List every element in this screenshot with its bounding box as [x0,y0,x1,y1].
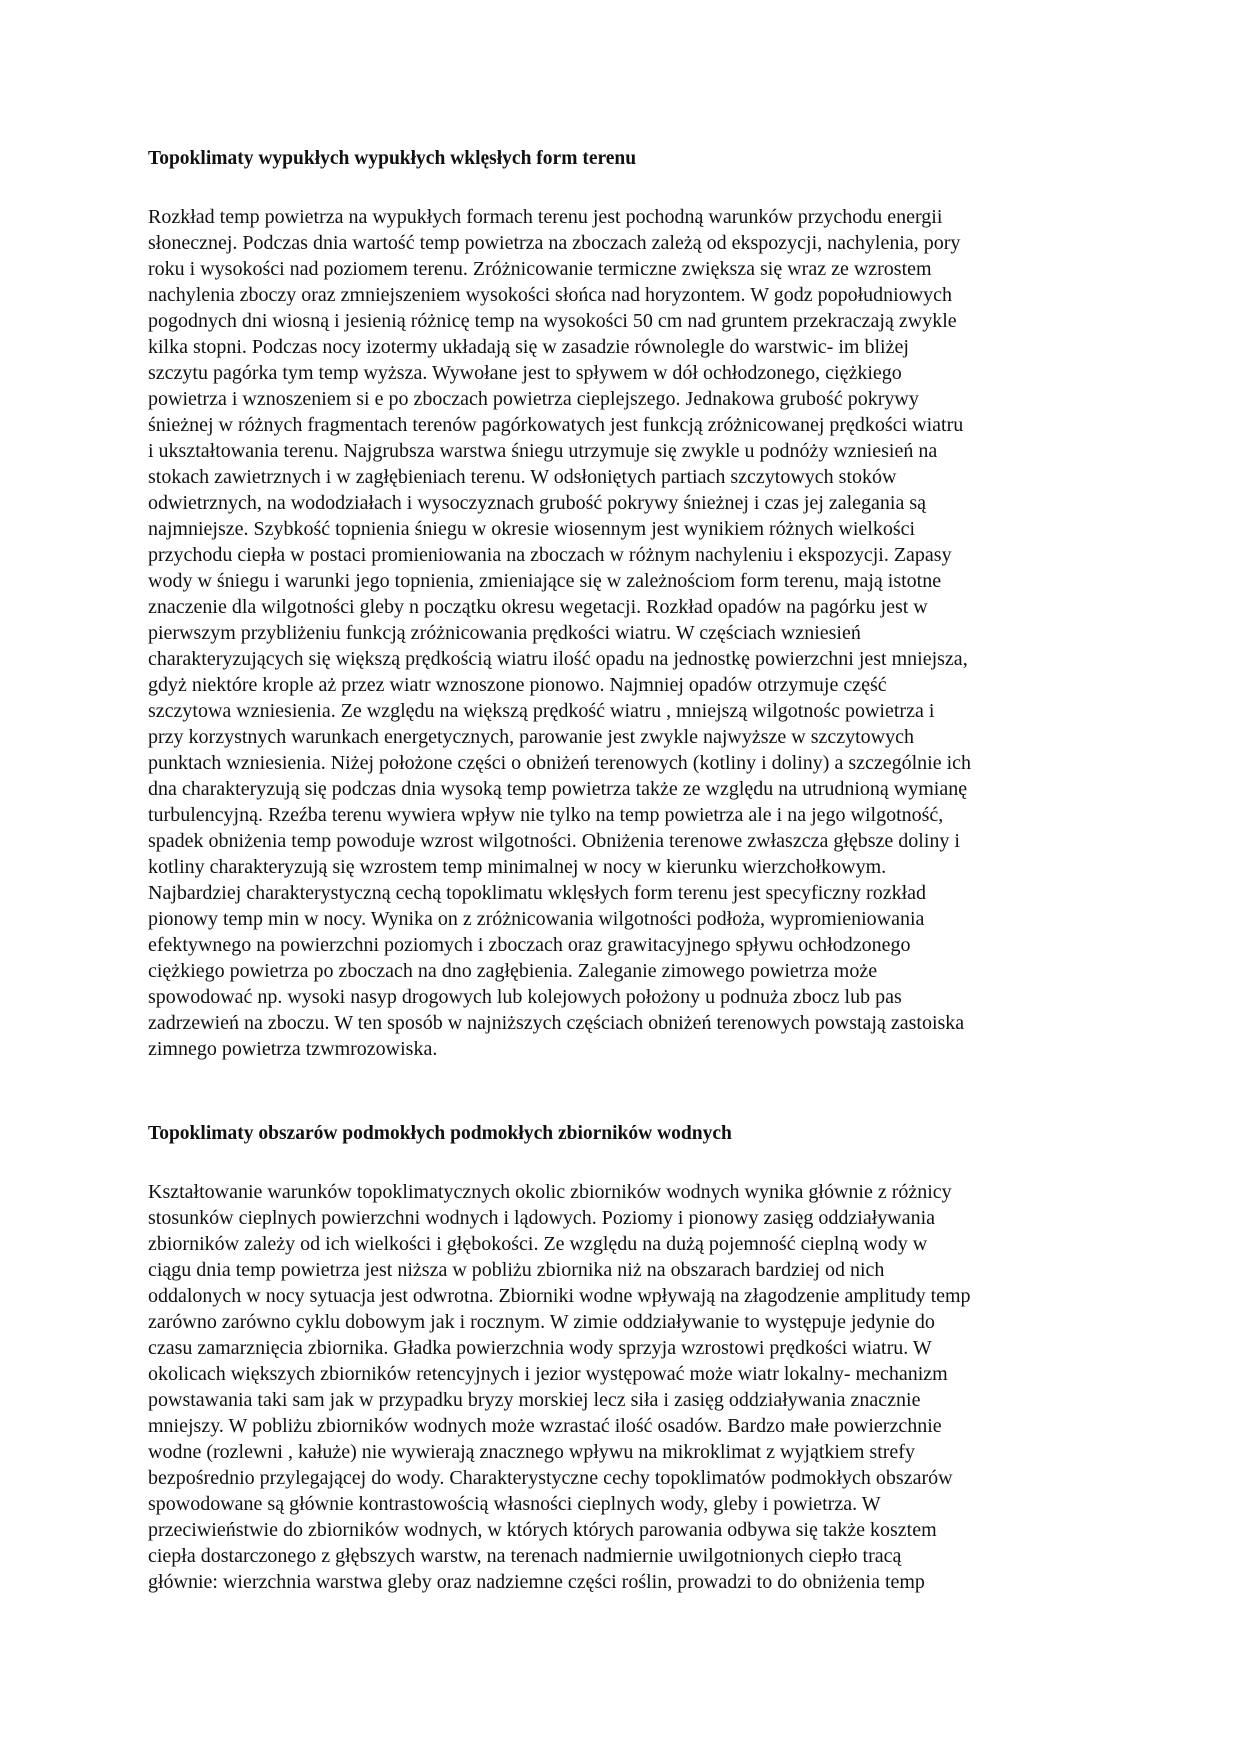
text-line: zbiorników zależy od ich wielkości i głębokości. Ze względu na dużą pojemność cieplną wody w [148,1233,928,1255]
text-line: stokach zawietrznych i w zagłębieniach terenu. W odsłoniętych partiach szczytowych stoków [148,466,897,488]
text-line: ciągu dnia temp powietrza jest niższa w pobliżu zbiornika niż na obszarach bardziej od nich [148,1259,885,1281]
text-line: roku i wysokości nad poziomem terenu. Zróżnicowanie termiczne zwiększa się wraz ze wzrostem [148,258,932,280]
text-line: i ukształtowania terenu. Najgrubsza warstwa śniegu utrzymuje się zwykle u podnóży wzniesień na [148,440,938,462]
text-line: gdyż niektóre krople aż przez wiatr wznoszone pionowo. Najmniej opadów otrzymuje część [148,674,887,696]
text-line: powstawania taki sam jak w przypadku bryzy morskiej lecz siła i zasięg oddziaływania znacznie [148,1389,921,1411]
text-line: zimnego powietrza tzwmrozowiska. [148,1038,438,1060]
text-line: okolicach większych zbiorników retencyjnych i jezior występować może wiatr lokalny- mechanizm [148,1363,948,1385]
text-line: pogodnych dni wiosną i jesienią różnicę temp na wysokości 50 cm nad gruntem przekraczają zwykle [148,310,957,332]
text-line: spowodowane są głównie kontrastowością własności cieplnych wody, gleby i powietrza. W [148,1493,881,1515]
text-line: mniejszy. W pobliżu zbiorników wodnych może wzrastać ilość osadów. Bardzo małe powierzchnie [148,1415,942,1437]
text-line: charakteryzujących się większą prędkością wiatru ilość opadu na jednostkę powierzchni jest mniejsza, [148,648,968,670]
spacer [148,1147,1091,1179]
text-line: pierwszym przybliżeniu funkcją zróżnicowania prędkości wiatru. W częściach wzniesień [148,622,861,644]
text-line: Najbardziej charakterystyczną cechą topoklimatu wklęsłych form terenu jest specyficzny rozkład [148,882,926,904]
text-line: efektywnego na powierzchni poziomych i zboczach oraz grawitacyjnego spływu ochłodzonego [148,934,911,956]
text-line: śnieżnej w różnych fragmentach terenów pagórkowatych jest funkcją zróżnicowanej prędkości wiatru [148,414,964,436]
text-line: przy korzystnych warunkach energetycznych, parowanie jest zwykle najwyższe w szczytowych [148,726,914,748]
section-paragraph-wetlands-water [148,1179,1091,1595]
section-heading-convex-concave: Topoklimaty wypukłych wypukłych wklęsłych form terenu [148,148,637,169]
text-line: przeciwieństwie do zbiorników wodnych, w których których parowania odbywa się także kosztem [148,1519,937,1541]
text-line: przychodu ciepła w postaci promieniowania na zboczach w różnym nachyleniu i ekspozycji. Zapasy [148,544,952,566]
text-line: zarówno zarówno cyklu dobowym jak i rocznym. W zimie oddziaływanie to występuje jedynie do [148,1311,935,1333]
text-line: powietrza i wznoszeniem si e po zboczach powietrza cieplejszego. Jednakowa grubość pokrywy [148,388,919,410]
text-line: Kształtowanie warunków topoklimatycznych okolic zbiorników wodnych wynika głównie z różnicy [148,1181,952,1203]
text-line: znaczenie dla wilgotności gleby n początku okresu wegetacji. Rozkład opadów na pagórku jest w [148,596,928,618]
text-line: czasu zamarznięcia zbiornika. Gładka powierzchnia wody sprzyja wzrostowi prędkości wiatru. W [148,1337,932,1359]
text-line: ciepła dostarczonego z głębszych warstw, na terenach nadmiernie uwilgotnionych ciepło tracą [148,1545,902,1567]
text-line: stosunków cieplnych powierzchni wodnych i lądowych. Poziomy i pionowy zasięg oddziaływania [148,1207,936,1229]
text-line: dna charakteryzują się podczas dnia wysoką temp powietrza także ze względu na utrudnioną wymianę [148,778,968,800]
text-line: szczytowa wzniesienia. Ze względu na większą prędkość wiatru , mniejszą wilgotnośc powietrza i [148,700,935,722]
spacer [148,172,1091,204]
text-line: głównie: wierzchnia warstwa gleby oraz nadziemne części roślin, prowadzi to do obniżenia temp [148,1571,925,1593]
text-line: wody w śniegu i warunki jego topnienia, zmieniające się w zależnościom form terenu, mają istotne [148,570,942,592]
text-line: szczytu pagórka tym temp wyższa. Wywołane jest to spływem w dół ochłodzonego, ciężkiego [148,362,902,384]
text-line: kilka stopni. Podczas nocy izotermy układają się w zasadzie równolegle do warstwic- im bliżej [148,336,909,358]
text-line: bezpośrednio przylegającej do wody. Charakterystyczne cechy topoklimatów podmokłych obszarów [148,1467,953,1489]
text-line: ciężkiego powietrza po zboczach na dno zagłębienia. Zaleganie zimowego powietrza może [148,960,878,982]
text-line: najmniejsze. Szybkość topnienia śniegu w okresie wiosennym jest wynikiem różnych wielkości [148,518,916,540]
text-line: nachylenia zboczy oraz zmniejszeniem wysokości słońca nad horyzontem. W godz popołudniowych [148,284,953,306]
document-body [148,146,1091,1595]
text-line: turbulencyjną. Rzeźba terenu wywiera wpływ nie tylko na temp powietrza ale i na jego wilgotność, [148,804,944,826]
section-spacer [148,1062,1091,1121]
text-line: spadek obniżenia temp powoduje wzrost wilgotności. Obniżenia terenowe zwłaszcza głębsze doliny i [148,830,960,852]
section-heading-wetlands-water: Topoklimaty obszarów podmokłych podmokłych zbiorników wodnych [148,1123,732,1144]
text-line: pionowy temp min w nocy. Wynika on z zróżnicowania wilgotności podłoża, wypromieniowania [148,908,925,930]
text-line: zadrzewień na zboczu. W ten sposób w najniższych częściach obniżeń terenowych powstają zastoiska [148,1012,965,1034]
text-line: Rozkład temp powietrza na wypukłych formach terenu jest pochodną warunków przychodu energii [148,206,943,228]
text-line: odwietrznych, na wododziałach i wysoczyznach grubość pokrywy śnieżnej i czas jej zalegania są [148,492,927,514]
text-line: kotliny charakteryzują się wzrostem temp minimalnej w nocy w kierunku wierzchołkowym. [148,856,887,878]
text-line: punktach wzniesienia. Niżej położone części o obniżeń terenowych (kotliny i doliny) a szczególnie ich [148,752,972,774]
text-line: spowodować np. wysoki nasyp drogowych lub kolejowych położony u podnuża zbocz lub pas [148,986,902,1008]
section-paragraph-convex-concave [148,204,1091,1062]
text-line: słonecznej. Podczas dnia wartość temp powietrza na zboczach zależą od ekspozycji, nachylenia, pory [148,232,961,254]
text-line: wodne (rozlewni , kałuże) nie wywierają znacznego wpływu na mikroklimat z wyjątkiem strefy [148,1441,915,1463]
text-line: oddalonych w nocy sytuacja jest odwrotna. Zbiorniki wodne wpływają na złagodzenie amplitudy temp [148,1285,971,1307]
